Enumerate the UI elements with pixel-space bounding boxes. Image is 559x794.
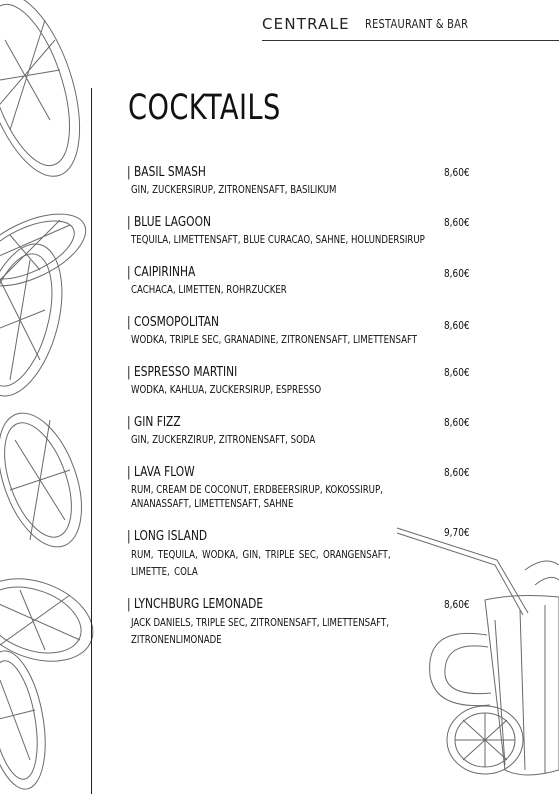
item-price: 8,60€ [444,599,470,611]
item-price: 9,70€ [444,527,470,539]
item-desc: RUM, TEQUILA, WODKA, GIN, TRIPLE SEC, ORANGENSAFT, LIMETTE, COLA [131,549,391,578]
item-name: | CAIPIRINHA [127,265,196,280]
item-price: 8,60€ [444,268,470,280]
item-name: | LONG ISLAND [127,529,208,544]
item-name: | COSMOPOLITAN [127,315,220,330]
item-desc: GIN, ZUCKERSIRUP, ZITRONENSAFT, BASILIKUM [131,184,337,196]
item-desc: JACK DANIELS, TRIPLE SEC, ZITRONENSAFT, LIMETTENSAFT, ZITRONENLIMONADE [131,617,389,646]
item-name: | ESPRESSO MARTINI [127,365,238,380]
item-desc: GIN, ZUCKERZIRUP, ZITRONENSAFT, SODA [131,434,316,446]
item-name: | BASIL SMASH [127,165,206,180]
item-name: | BLUE LAGOON [127,215,211,230]
item-desc: WODKA, KAHLUA, ZUCKERSIRUP, ESPRESSO [131,384,322,396]
item-desc: WODKA, TRIPLE SEC, GRANADINE, ZITRONENSAFT, LIMETTENSAFT [131,334,418,346]
item-name: | LYNCHBURG LEMONADE [127,597,264,612]
page-title: COCKTAILS [128,88,281,128]
brand-name: CENTRALE [262,15,350,33]
item-desc: RUM, CREAM DE COCONUT, ERDBEERSIRUP, KOKOSSIRUP, ANANASSAFT, LIMETTENSAFT, SAHNE [131,484,383,510]
brand-header [262,14,559,41]
item-name: | GIN FIZZ [127,415,181,430]
menu-item [127,265,472,297]
item-desc: TEQUILA, LIMETTENSAFT, BLUE CURACAO, SAHNE, HOLUNDERSIRUP [131,234,425,246]
menu-item [127,215,472,247]
item-desc: CACHACA, LIMETTEN, ROHRZUCKER [131,284,287,296]
menu-item [127,165,472,197]
brand-subtitle: RESTAURANT & BAR [365,17,469,31]
item-price: 8,60€ [444,417,470,429]
vertical-divider [91,88,92,794]
item-price: 8,60€ [444,367,470,379]
menu-item [127,597,472,649]
item-price: 8,60€ [444,320,470,332]
item-price: 8,60€ [444,217,470,229]
item-price: 8,60€ [444,467,470,479]
menu-item [127,529,472,581]
menu-item [127,365,472,397]
citrus-slices-illustration [0,0,95,794]
item-price: 8,60€ [444,167,470,179]
menu-item [127,415,472,447]
item-name: | LAVA FLOW [127,465,195,480]
menu-item [127,465,472,511]
menu-item [127,315,472,347]
